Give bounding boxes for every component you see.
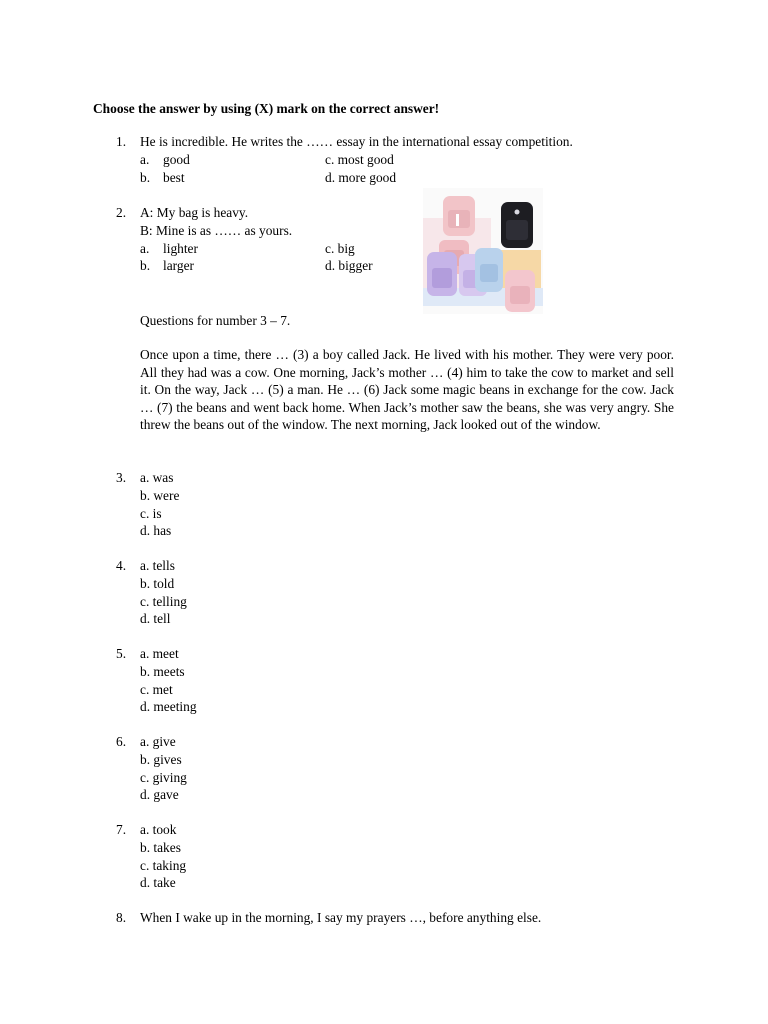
dialogue-line-a: A: My bag is heavy. xyxy=(140,205,249,220)
group-heading: Questions for number 3 – 7. xyxy=(140,313,291,328)
option-d[interactable]: d. bigger xyxy=(325,258,373,274)
question-number: 4. xyxy=(116,558,127,573)
option-a[interactable]: a. give xyxy=(140,734,176,749)
reading-passage: Once upon a time, there … (3) a boy called Jack. He lived with his mother. They were very poor. All they had was a cow. One morning, Jack’s mother … (4) him to take the cow to market and sell it. On the way, Jack … (5) a man. He … (6) Jack some magic beans in exchange for the cow. Jack … (7) the beans and went back home. When Jack’s mother saw the beans, she was very angry. She threw the beans out of the window. The next morning, Jack looked out of the window. xyxy=(140,347,674,433)
question-number: 2. xyxy=(116,205,127,220)
dialogue-line-b: B: Mine is as …… as yours. xyxy=(140,222,293,238)
option-a[interactable]: a. good xyxy=(140,151,190,167)
option-d[interactable]: d. has xyxy=(140,523,172,539)
option-a[interactable]: a. tells xyxy=(140,558,175,573)
option-d[interactable]: d. gave xyxy=(140,787,179,803)
question-text: He is incredible. He writes the …… essay in the international essay competition. xyxy=(140,134,573,149)
option-c[interactable]: c. is xyxy=(140,505,162,521)
option-b[interactable]: b. meets xyxy=(140,663,185,679)
option-b[interactable]: b. takes xyxy=(140,839,181,855)
option-b[interactable]: b. larger xyxy=(140,258,194,274)
option-c[interactable]: c. big xyxy=(325,240,355,256)
option-d[interactable]: d. meeting xyxy=(140,699,197,715)
option-c[interactable]: c. taking xyxy=(140,857,187,873)
option-d[interactable]: d. tell xyxy=(140,611,171,627)
option-c[interactable]: c. giving xyxy=(140,769,187,785)
question-number: 3. xyxy=(116,470,127,485)
instruction-heading: Choose the answer by using (X) mark on the correct answer! xyxy=(93,101,440,116)
option-b[interactable]: b. told xyxy=(140,575,175,591)
question-number: 6. xyxy=(116,734,127,749)
option-b[interactable]: b. were xyxy=(140,487,180,503)
question-number: 7. xyxy=(116,822,127,837)
option-b[interactable]: b. gives xyxy=(140,751,182,767)
option-c[interactable]: c. most good xyxy=(325,151,394,167)
question-number: 5. xyxy=(116,646,127,661)
option-d[interactable]: d. take xyxy=(140,875,176,891)
question-number: 1. xyxy=(116,134,127,149)
option-b[interactable]: b. best xyxy=(140,169,185,185)
option-a[interactable]: a. meet xyxy=(140,646,179,661)
option-a[interactable]: a. took xyxy=(140,822,177,837)
question-text: When I wake up in the morning, I say my prayers …, before anything else. xyxy=(140,910,542,925)
option-c[interactable]: c. telling xyxy=(140,593,187,609)
question-number: 8. xyxy=(116,910,127,925)
option-a[interactable]: a. lighter xyxy=(140,240,198,256)
option-a[interactable]: a. was xyxy=(140,470,174,485)
option-d[interactable]: d. more good xyxy=(325,169,397,185)
option-c[interactable]: c. met xyxy=(140,681,173,697)
backpacks-photo xyxy=(423,188,543,314)
